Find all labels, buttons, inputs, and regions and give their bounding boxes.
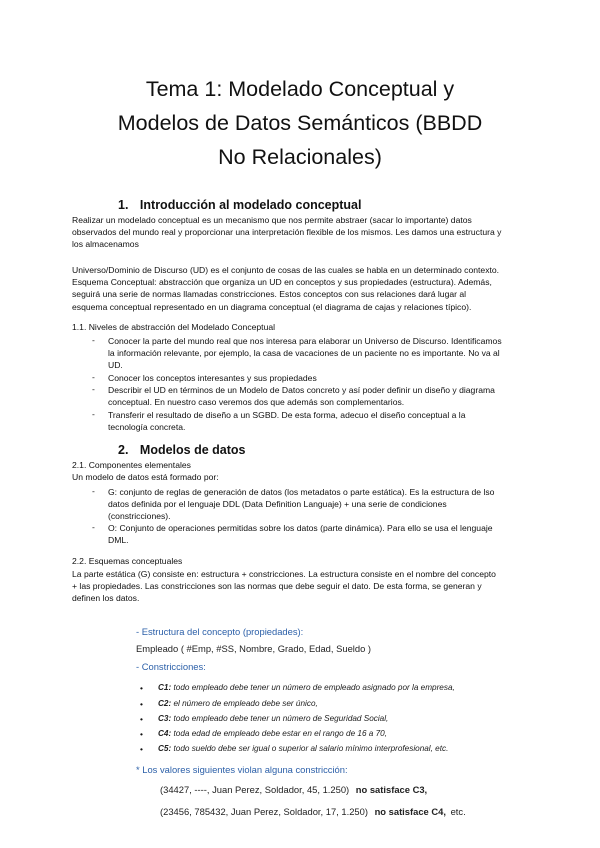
constraint-c4 — [158, 729, 387, 738]
section-2-number: 2. — [118, 443, 129, 457]
row-tail: etc. — [450, 806, 466, 817]
row-values: (34427, ----, Juan Perez, Soldador, 45, 1.250) — [160, 784, 350, 795]
violation-row-1 — [160, 784, 427, 795]
constraint-c3 — [158, 714, 388, 723]
text-line: conceptual. En nuestro caso veremos dos que además son complementarios. — [108, 397, 405, 408]
constraint-bullet: • — [140, 744, 143, 754]
page-title — [40, 72, 560, 174]
bullet-dash: - — [92, 335, 95, 345]
violation-row-2 — [160, 806, 466, 817]
text-line: esquema conceptual representado en un diagrama conceptual (el diagrama de cajas y relaciones típico). — [72, 301, 472, 312]
text-line: observados del mundo real y proporcionar una interpretación flexible de los mismos. Les damos una estructura y — [72, 227, 502, 238]
constraint-bullet: • — [140, 729, 143, 739]
subheading-2-2: 2.2. Esquemas conceptuales — [72, 556, 183, 566]
text-line: la información relevante, por ejemplo, la casa de vacaciones de un paciente no es importante. No va al — [108, 348, 500, 359]
bullet-text — [108, 372, 528, 384]
bullet-text — [108, 522, 528, 546]
constraint-text: toda edad de empleado debe estar en el rango de 16 a 70, — [173, 729, 387, 738]
text-line: Describir el UD en términos de un Modelo de Datos concreto y así poder definir un diseño y diagrama — [108, 385, 495, 395]
paragraph-intro — [72, 214, 528, 251]
figure-structure-title: - Estructura del concepto (propiedades): — [136, 626, 304, 637]
bullet-dash: - — [92, 486, 95, 496]
constraint-bullet: • — [140, 683, 143, 693]
text-line: tecnología concreta. — [108, 422, 186, 433]
constraint-text: el número de empleado debe ser único, — [173, 699, 318, 708]
constraint-text: todo empleado debe tener un número de Seguridad Social, — [173, 714, 389, 723]
text-line: Conocer los conceptos interesantes y sus propiedades — [108, 373, 317, 383]
section-1-title: Introducción al modelado conceptual — [139, 198, 362, 212]
constraint-code: C2: — [158, 699, 172, 708]
intro-line: Un modelo de datos está formado por: — [72, 472, 219, 482]
bullet-dash: - — [92, 384, 95, 394]
row-tag: no satisface C3, — [355, 784, 428, 795]
bullet-dash: - — [92, 372, 95, 382]
text-line: datos definida por el lenguaje DDL (Data Definition Languaje) + una serie de condiciones — [108, 499, 447, 510]
bullet-text — [108, 384, 528, 408]
text-line: definen los datos. — [72, 593, 140, 604]
paragraph-esquemas — [72, 568, 528, 605]
constraint-code: C1: — [158, 683, 172, 692]
subheading-1-1: 1.1. Niveles de abstracción del Modelado Conceptual — [72, 322, 276, 332]
constraint-c2 — [158, 699, 318, 708]
constraint-bullet: • — [140, 714, 143, 724]
bullet-dash: - — [92, 522, 95, 532]
figure-violation-title: * Los valores siguientes violan alguna constricción: — [136, 764, 348, 775]
text-line: (constricciones). — [108, 511, 171, 522]
text-line: + las propiedades. Las constricciones son las normas que debe seguir el dato. De esta forma, se generan y — [72, 581, 482, 592]
text-line: Universo/Dominio de Discurso (UD) es el conjunto de cosas de las cuales se habla en un determinado contexto. — [72, 265, 500, 275]
bullet-dash: - — [92, 409, 95, 419]
text-line: UD. — [108, 360, 123, 371]
section-2-heading — [118, 443, 246, 457]
row-values: (23456, 785432, Juan Perez, Soldador, 17, 1.250) — [160, 806, 368, 817]
title-line-2: Modelos de Datos Semánticos (BBDD — [117, 111, 483, 135]
bullet-text — [108, 409, 528, 433]
text-line: Realizar un modelado conceptual es un mecanismo que nos permite abstraer (sacar lo importante) datos — [72, 215, 472, 225]
constraint-code: C5: — [158, 744, 172, 753]
section-1-number: 1. — [118, 198, 129, 212]
text-line: Conocer la parte del mundo real que nos interesa para elaborar un Universo de Discurso. Identificamos — [108, 336, 502, 346]
title-line-1: Tema 1: Modelado Conceptual y — [145, 77, 455, 101]
text-line: seguirá una serie de normas llamadas constricciones. Estos conceptos con sus relaciones dará lugar al — [72, 289, 467, 300]
row-tag: no satisface C4, — [374, 806, 446, 817]
section-1-heading — [118, 198, 361, 212]
constraint-c1 — [158, 683, 455, 692]
text-line: Esquema Conceptual: abstracción que organiza un UD en conceptos y sus propiedades (estructura). Además, — [72, 277, 492, 288]
paragraph-universo — [72, 264, 528, 313]
text-line: O: Conjunto de operaciones permitidas sobre los datos (parte dinámica). Para ello se usa el lenguaje — [108, 523, 493, 533]
text-line: DML. — [108, 535, 129, 546]
text-line: La parte estática (G) consiste en: estructura + constricciones. La estructura consiste en el nombre del concepto — [72, 569, 496, 579]
figure-structure-line: Empleado ( #Emp, #SS, Nombre, Grado, Edad, Sueldo ) — [136, 643, 372, 654]
text-line: G: conjunto de reglas de generación de datos (los metadatos o parte estática). Es la estructura de lso — [108, 487, 495, 497]
constraint-bullet: • — [140, 699, 143, 709]
constraint-code: C4: — [158, 729, 172, 738]
bullet-text — [108, 335, 528, 372]
constraint-text: todo sueldo debe ser igual o superior al salario mínimo interprofesional, etc. — [173, 744, 449, 753]
subheading-2-1: 2.1. Componentes elementales — [72, 460, 191, 470]
constraint-c5 — [158, 744, 448, 753]
section-2-title: Modelos de datos — [139, 443, 246, 457]
text-line: Transferir el resultado de diseño a un SGBD. De esta forma, adecuo el diseño conceptual a la — [108, 410, 466, 420]
text-line: los almacenamos — [72, 239, 139, 250]
constraint-code: C3: — [158, 714, 172, 723]
constraint-text: todo empleado debe tener un número de empleado asignado por la empresa, — [173, 683, 455, 692]
title-line-3: No Relacionales) — [218, 145, 382, 169]
bullet-text — [108, 486, 528, 523]
figure-constraints-title: - Constricciones: — [136, 661, 206, 672]
